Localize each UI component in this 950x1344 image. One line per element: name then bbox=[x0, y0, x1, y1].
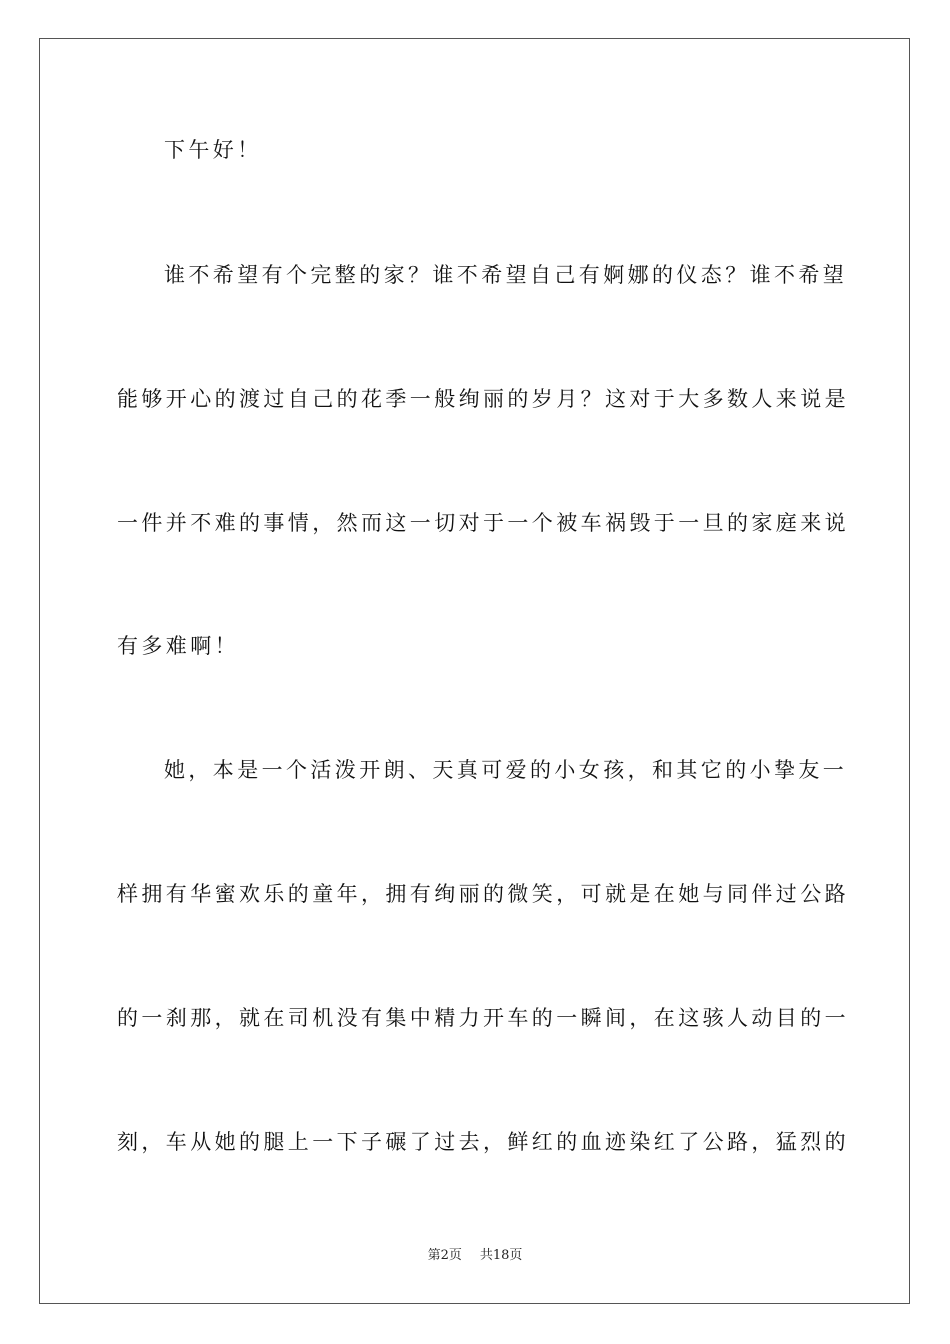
paragraph-2-line-2: 样拥有华蜜欢乐的童年，拥有绚丽的微笑，可就是在她与同伴过公路 bbox=[117, 882, 849, 906]
greeting-line: 下午好！ bbox=[164, 138, 262, 162]
paragraph-2-line-3: 的一刹那，就在司机没有集中精力开车的一瞬间，在这骇人动目的一 bbox=[117, 1006, 849, 1030]
paragraph-1-line-2: 能够开心的渡过自己的花季一般绚丽的岁月？这对于大多数人来说是 bbox=[117, 387, 849, 411]
paragraph-1-line-3: 一件并不难的事情，然而这一切对于一个被车祸毁于一旦的家庭来说 bbox=[117, 511, 849, 535]
page-frame bbox=[39, 38, 910, 1304]
page-number: 第2页 bbox=[427, 1248, 462, 1263]
page-footer bbox=[0, 1247, 950, 1265]
paragraph-2-line-4: 刻，车从她的腿上一下子碾了过去，鲜红的血迹染红了公路，猛烈的 bbox=[117, 1130, 849, 1154]
page-total: 共18页 bbox=[479, 1248, 523, 1263]
paragraph-1-line-1: 谁不希望有个完整的家？谁不希望自己有婀娜的仪态？谁不希望 bbox=[164, 263, 848, 287]
paragraph-2-line-1: 她，本是一个活泼开朗、天真可爱的小女孩，和其它的小挚友一 bbox=[164, 758, 848, 782]
paragraph-1-line-4: 有多难啊！ bbox=[117, 634, 239, 658]
